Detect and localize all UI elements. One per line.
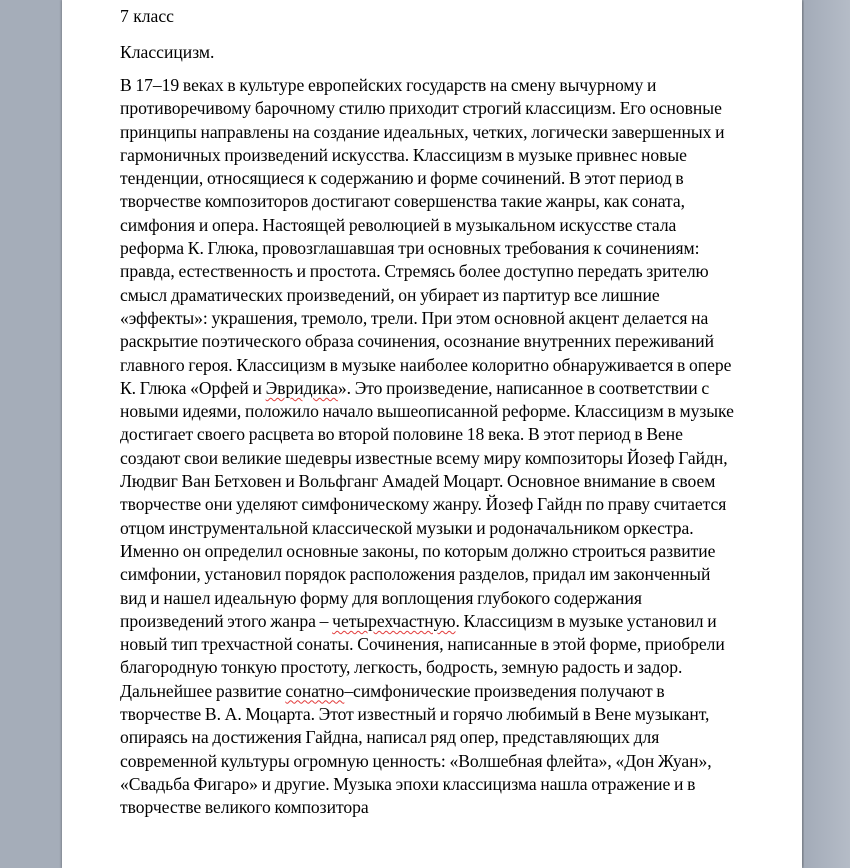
paragraph-text-1: В 17–19 веках в культуре европейских государств на смену вычурному и противоречивому барочному стилю приходит строгий классицизм. Его основные принципы направлены на создание идеальных, четких, логически завершенных и гармоничных произведений искусства. Классицизм в музыке привнес новые тенденции, относящиеся к содержанию и форме сочинений. В этот период в творчестве композиторов достигают совершенства такие жанры, как соната, симфония и опера. Настоящей революцией в музыкальном искусстве стала реформа К. Глюка, провозглашавшая три основных требования к сочинениям: правда, естественность и простота. Стремясь более доступно передать зрителю смысл драматических произведений, он убирает из партитур все лишние «эффекты»: украшения, тремоло, трели. При этом основной акцент делается на раскрытие поэтического образа сочинения, осознание внутренних переживаний главного героя. Классицизм в музыке наиболее колоритно обнаруживается в опере К. Глюка «Орфей и [120,75,732,398]
document-page[interactable] [62,0,802,868]
spellcheck-word-sonatno[interactable]: сонатно [285,680,345,701]
document-title: Классицизм. [120,42,215,62]
paragraph-text-3: . Классицизм в музыке установил и новый тип трехчастной сонаты. Сочинения, написанные в этой форме, приобрели благородную тонкую простоту, легкость, бодрость, земную радость и задор. Дальнейшее развитие [120,610,725,701]
paragraph-text-4: –симфонические произведения получают в творчестве В. А. Моцарта. Этот известный и горячо любимый в Вене музыкант, опираясь на достижения Гайдна, написал ряд опер, представляющих для современной культуры огромную ценность: «Волшебная флейта», «Дон Жуан», «Свадьба Фигаро» и другие. Музыка эпохи классицизма нашла отражение и в творчестве великого композитора [120,680,712,818]
spellcheck-word-evridika[interactable]: Эвридика [265,377,338,398]
body-paragraph[interactable] [120,74,740,820]
paragraph-text-2: ». Это произведение, написанное в соответствии с новыми идеями, положило начало вышеописанной реформе. Классицизм в музыке достигает своего расцвета во второй половине 18 века. В этот период в Вене создают свои великие шедевры известные всему миру композиторы Йозеф Гайдн, Людвиг Ван Бетховен и Вольфганг Амадей Моцарт. Основное внимание в своем творчестве они уделяют симфоническому жанру. Йозеф Гайдн по праву считается отцом инструментальной классической музыки и родоначальником оркестра. Именно он определил основные законы, по которым должно строиться развитие симфонии, установил порядок расположения разделов, придал им законченный вид и нашел идеальную форму для воплощения глубокого содержания произведений этого жанра – [120,377,734,631]
page-content [120,4,740,820]
grade-heading: 7 класс [120,6,174,26]
right-margin-area [804,0,850,868]
spellcheck-word-chetyrehchastnuyu[interactable]: четырехчастную [332,610,456,631]
